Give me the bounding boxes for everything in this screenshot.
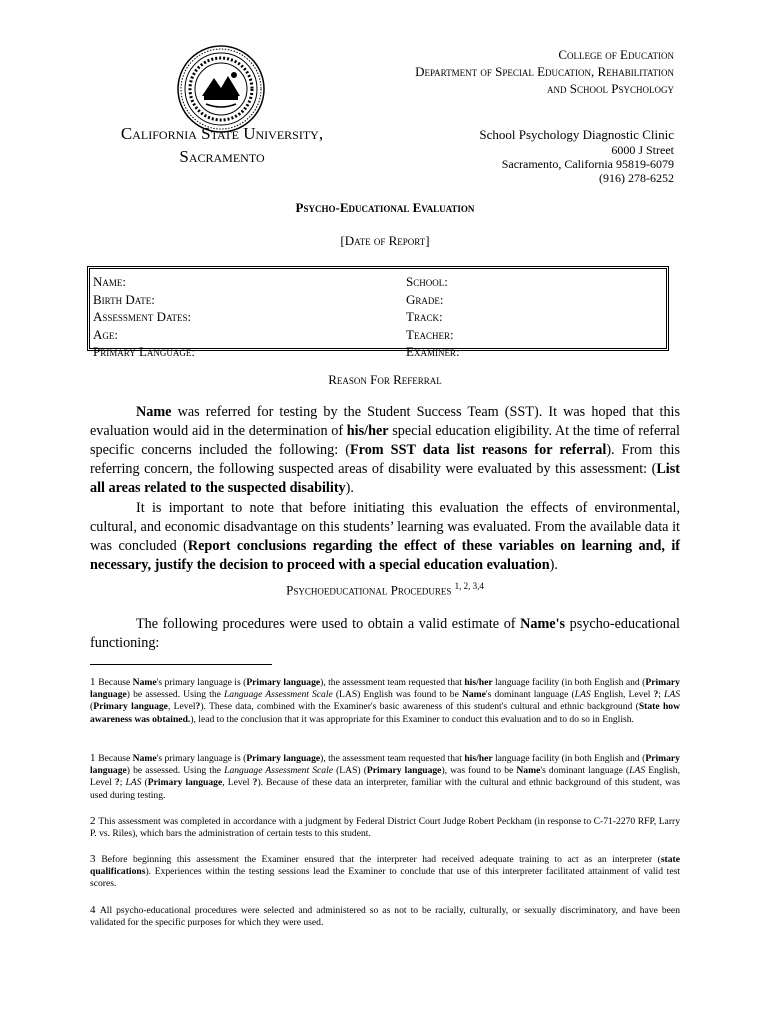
info-right-column: [406, 273, 460, 361]
text-run: ?: [252, 777, 258, 789]
text-run: Primary language: [246, 753, 321, 764]
clinic-street: 6000 J Street: [611, 143, 674, 157]
text-run: Name: [136, 404, 172, 420]
university-name-line2: Sacramento: [179, 147, 265, 166]
text-run: Name's: [520, 616, 566, 632]
clinic-phone: (916) 278-6252: [599, 171, 674, 185]
text-run: language facility (in both English and (: [492, 753, 646, 764]
text-run: Primary language: [366, 765, 442, 777]
text-run: ?: [195, 701, 201, 713]
university-seal-icon: [176, 44, 266, 134]
text-run: ) be assessed. Using the: [126, 689, 224, 701]
text-run: ;: [119, 777, 126, 789]
footnote-2: [90, 815, 680, 840]
footnote-3: [90, 853, 680, 891]
text-run: ;: [658, 689, 664, 701]
assessment-dates-label: Assessment Dates:: [93, 309, 192, 324]
footnote-marker: 1: [90, 676, 99, 688]
department-name-cont: and School Psychology: [547, 81, 674, 96]
text-run: ), the assessment team requested that: [320, 677, 465, 688]
text-run: Primary language: [246, 677, 321, 688]
age-label: Age:: [93, 326, 118, 342]
track-label: Track:: [406, 309, 443, 324]
text-run: ). Experiences within the testing sessions lead the Examiner to conclude that use of this interpreter facilitated attainment of valid test scores.: [90, 866, 680, 890]
university-name: [82, 122, 362, 168]
footnote-marker: 3: [90, 853, 102, 865]
student-info-box: [87, 266, 669, 359]
procedures-paragraph: [90, 615, 680, 653]
text-run: (LAS) (: [333, 765, 367, 777]
text-run: , Level: [222, 777, 253, 789]
text-run: All psycho-educational procedures were selected and administered so as not to be racially, culturally, or sexually discriminatory, and have been validated for the specific purposes for which they were used.: [90, 905, 680, 929]
text-run: ?: [653, 689, 659, 701]
text-run: Before beginning this assessment the Examiner ensured that the interpreter had received adequate training to act as an interpreter (: [101, 854, 661, 865]
text-run: ), the assessment team requested that: [320, 753, 465, 764]
text-run: Primary language: [147, 777, 223, 789]
text-run: ). From this referring concern, the following suspected areas of disability were evaluated by this assessment: (: [90, 442, 681, 477]
text-run: This assessment was completed in accordance with a judgment by Federal District Court Judge Robert Peckham (in response to C-71-2270 RFP, Larry P. vs. Riles), which bars the administration of certain tests to this student.: [90, 816, 681, 840]
footnote-marker: 2: [90, 815, 99, 827]
text-run: Primary language: [90, 677, 680, 701]
text-run: LAS: [629, 765, 646, 777]
text-run: 's primary language is (: [156, 753, 247, 764]
text-run: Name: [132, 753, 157, 764]
examiner-label: Examiner:: [406, 344, 460, 359]
referral-paragraph: [90, 403, 680, 498]
text-run: State how awareness was obtained.: [90, 701, 681, 725]
info-left-column: [93, 273, 195, 361]
environment-paragraph: [90, 499, 680, 575]
text-run: Name: [461, 689, 486, 701]
teacher-label: Teacher:: [406, 326, 454, 342]
text-run: LAS: [125, 777, 142, 789]
text-run: Because: [98, 753, 133, 764]
footnote-1a: [90, 676, 680, 726]
text-run: English, Level: [590, 689, 654, 701]
name-label: Name:: [93, 274, 126, 289]
text-run: (: [90, 701, 94, 713]
text-run: Report conclusions regarding the effect of these variables on learning and, if necessary, justify the decision to proceed with a special education evaluation: [90, 538, 681, 573]
birth-date-label: Birth Date:: [93, 291, 155, 307]
text-run: The following procedures were used to obtain a valid estimate of: [136, 616, 521, 632]
procedures-heading: [0, 581, 770, 598]
text-run: Name: [516, 765, 541, 777]
text-run: Name: [132, 677, 157, 688]
text-run: Because: [98, 677, 133, 688]
procedures-footnote-refs: 1, 2, 3,4: [454, 581, 484, 591]
department-name: Department of Special Education, Rehabilitation: [415, 64, 674, 79]
text-run: 's dominant language (: [485, 689, 575, 701]
text-run: English, Level: [90, 765, 680, 789]
grade-label: Grade:: [406, 291, 444, 307]
text-run: 's primary language is (: [156, 677, 247, 688]
text-run: special education eligibility. At the time of referral specific concerns included the following: (: [90, 423, 680, 458]
report-date: [Date of Report]: [340, 233, 430, 248]
text-run: 's dominant language (: [540, 765, 630, 777]
text-run: ).: [549, 557, 558, 573]
clinic-city: Sacramento, California 95819-6079: [501, 157, 674, 171]
text-run: It is important to note that before initiating this evaluation the effects of environmental, cultural, and economic disadvantage on this students’ learning was evaluated. From the available data it was concluded (: [90, 500, 680, 554]
footnote-4: [90, 904, 680, 929]
reason-heading: Reason For Referral: [328, 372, 442, 387]
text-run: ) be assessed. Using the: [126, 765, 225, 777]
text-run: Language Assessment Scale: [224, 765, 333, 777]
clinic-address: [479, 126, 674, 185]
text-run: ), was found to be: [441, 765, 517, 777]
text-run: Primary language: [93, 701, 168, 713]
university-name-line1: California State University,: [120, 124, 324, 143]
text-run: (LAS) English was found to be: [332, 689, 462, 701]
text-run: Primary language: [90, 753, 680, 777]
text-run: ). These data, combined with the Examiner's basic awareness of this student's cultural and ethnic background (: [200, 701, 639, 713]
clinic-name: School Psychology Diagnostic Clinic: [479, 127, 674, 142]
text-run: List all areas related to the suspected disability: [90, 461, 680, 496]
report-title: Psycho-Educational Evaluation: [295, 200, 475, 215]
text-run: his/her: [346, 423, 389, 439]
text-run: ).: [345, 480, 354, 496]
procedures-heading-text: Psychoeducational Procedures: [286, 582, 452, 598]
text-run: his/her: [464, 753, 493, 764]
text-run: From SST data list reasons for referral: [349, 442, 607, 458]
text-run: ?: [114, 777, 120, 789]
text-run: LAS: [664, 689, 680, 701]
department-block: [415, 46, 674, 97]
text-run: was referred for testing by the Student Success Team (SST). It was hoped that this evaluation would aid in the determination of: [90, 404, 680, 439]
primary-language-label: Primary Language:: [93, 344, 196, 359]
text-run: , Level: [167, 701, 196, 713]
text-run: Language Assessment Scale: [223, 689, 333, 701]
text-run: state qualifications: [90, 854, 681, 878]
text-run: language facility (in both English and (: [492, 677, 646, 688]
footnote-marker: 4: [90, 904, 100, 916]
text-run: ). Because of these data an interpreter, familiar with the cultural and ethnic background of this student, was used during testing.: [90, 777, 680, 801]
school-label: School:: [406, 274, 448, 289]
text-run: ), lead to the conclusion that it was appropriate for this Examiner to conduct this evaluation and to do so in English.: [190, 713, 634, 725]
footnote-divider: [90, 664, 272, 665]
footnote-marker: 1: [90, 752, 99, 764]
text-run: his/her: [464, 677, 493, 688]
college-name: College of Education: [558, 47, 674, 62]
text-run: LAS: [574, 689, 591, 701]
footnote-1b: [90, 752, 680, 802]
text-run: (: [141, 777, 148, 789]
text-run: psycho-educational functioning:: [90, 616, 680, 651]
